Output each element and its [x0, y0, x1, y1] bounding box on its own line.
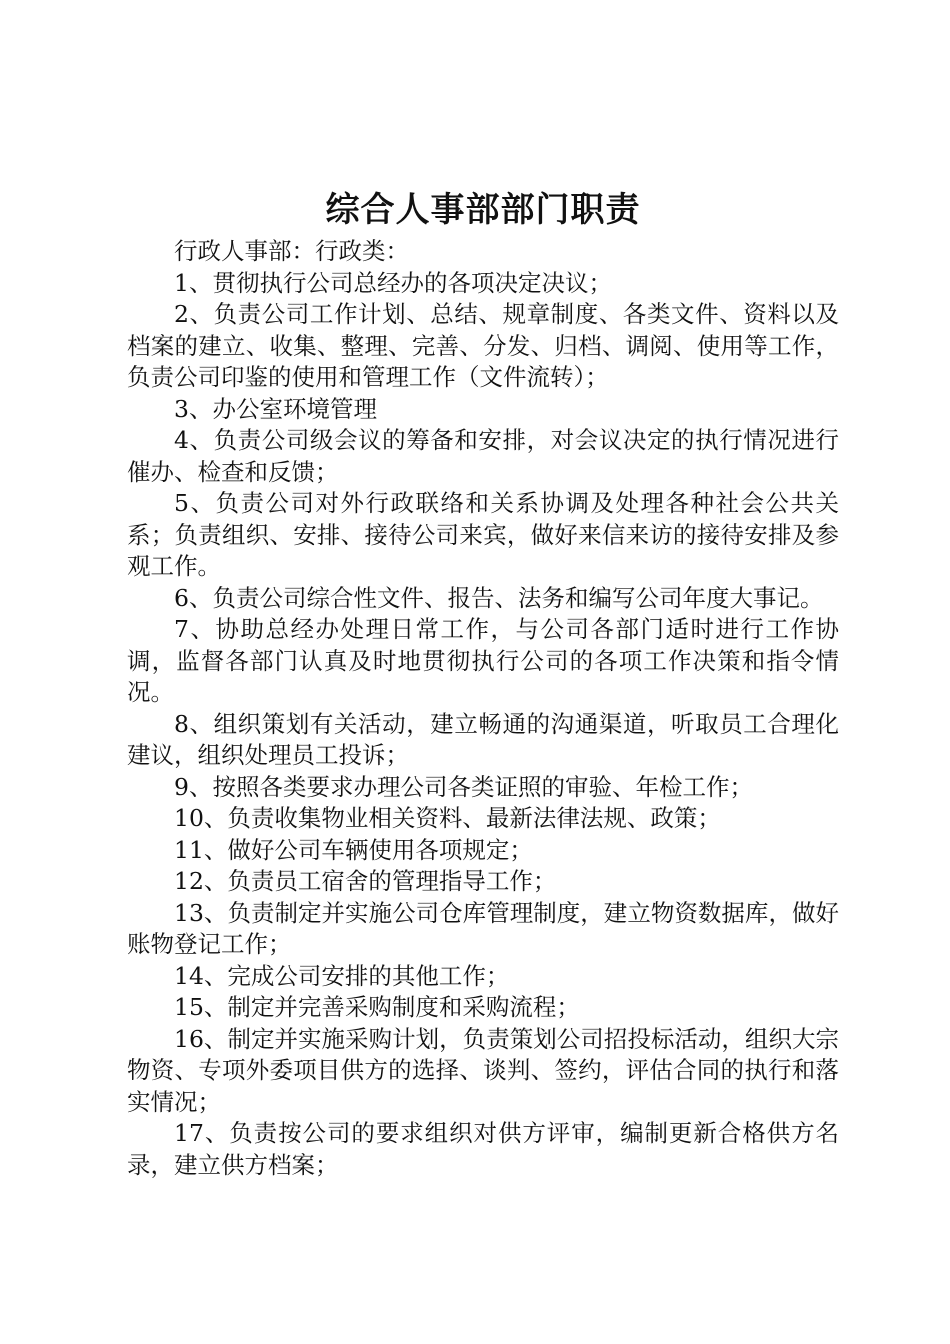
paragraph-item-4: 4、负责公司级会议的筹备和安排，对会议决定的执行情况进行催办、检查和反馈； [127, 426, 839, 486]
paragraph-item-15: 15、制定并完善采购制度和采购流程； [174, 993, 580, 1021]
paragraph-item-7: 7、协助总经办处理日常工作，与公司各部门适时进行工作协调，监督各部门认真及时地贯彻执行公司的各项工作决策和指令情况。 [127, 615, 839, 706]
paragraph-item-5: 5、负责公司对外行政联络和关系协调及处理各种社会公共关系；负责组织、安排、接待公司来宾，做好来信来访的接待安排及参观工作。 [127, 489, 839, 580]
paragraph-item-16: 16、制定并实施采购计划，负责策划公司招投标活动，组织大宗物资、专项外委项目供方的选择、谈判、签约，评估合同的执行和落实情况； [127, 1024, 839, 1116]
paragraph-section-heading: 行政人事部：行政类： [174, 237, 409, 265]
paragraph-item-3: 3、办公室环境管理 [174, 394, 377, 423]
paragraph-item-13: 13、负责制定并实施公司仓库管理制度，建立物资数据库，做好账物登记工作； [127, 898, 839, 958]
paragraph-item-11: 11、做好公司车辆使用各项规定； [174, 835, 533, 864]
paragraph-item-17: 17、负责按公司的要求组织对供方评审，编制更新合格供方名录，建立供方档案； [127, 1119, 839, 1179]
paragraph-item-9: 9、按照各类要求办理公司各类证照的审验、年检工作； [174, 772, 753, 801]
paragraph-item-8: 8、组织策划有关活动，建立畅通的沟通渠道，听取员工合理化建议，组织处理员工投诉； [127, 709, 839, 769]
paragraph-item-10: 10、负责收集物业相关资料、最新法律法规、政策； [174, 804, 721, 832]
paragraph-item-6: 6、负责公司综合性文件、报告、法务和编写公司年度大事记。 [174, 583, 824, 612]
paragraph-item-14: 14、完成公司安排的其他工作； [174, 961, 510, 990]
paragraph-item-12: 12、负责员工宿舍的管理指导工作； [174, 867, 557, 895]
document-title: 综合人事部部门职责 [325, 190, 641, 230]
paragraph-item-2: 2、负责公司工作计划、总结、规章制度、各类文件、资料以及档案的建立、收集、整理、完善、分发、归档、调阅、使用等工作，负责公司印鉴的使用和管理工作（文件流转）； [127, 300, 839, 391]
paragraph-item-1: 1、贯彻执行公司总经办的各项决定决议； [174, 268, 612, 297]
document-page [127, 184, 839, 1181]
